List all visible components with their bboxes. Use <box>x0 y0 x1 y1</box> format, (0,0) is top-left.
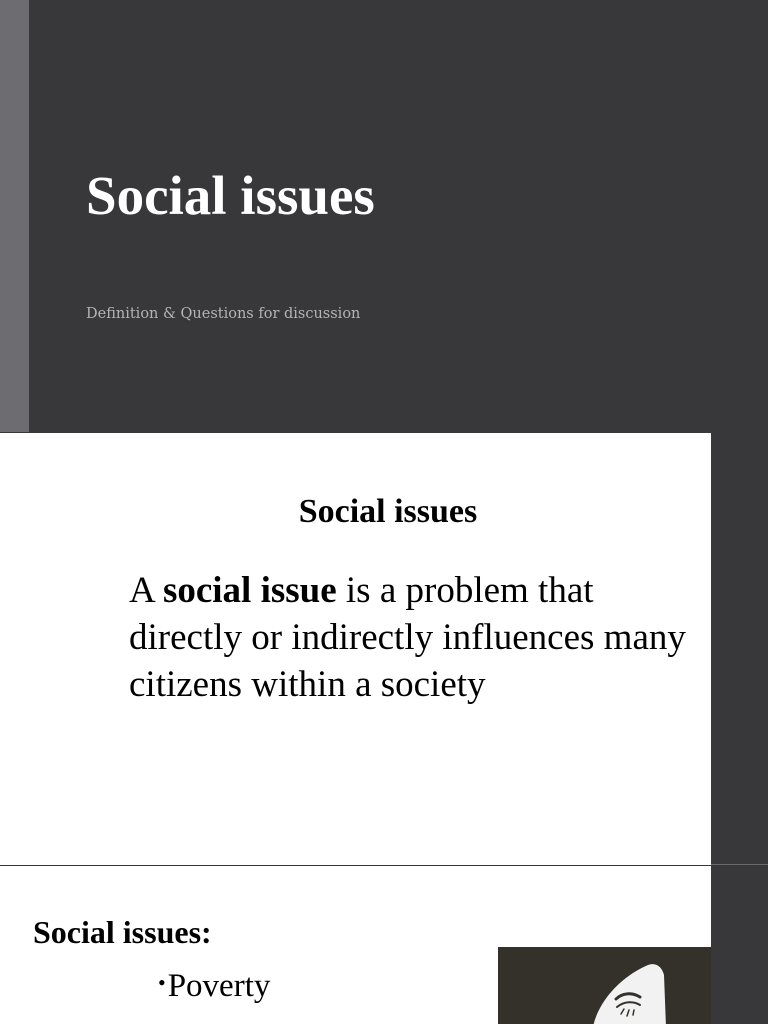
face-profile-svg <box>498 947 711 1024</box>
list-item <box>158 970 270 1003</box>
definition-term: social issue <box>162 570 337 611</box>
list-item-label: Poverty <box>167 968 271 1004</box>
slide-separator <box>711 864 768 865</box>
definition-text <box>129 567 689 708</box>
face-profile-illustration-icon <box>498 947 711 1024</box>
definition-prefix: A <box>129 570 163 611</box>
slide-heading: Social issues: <box>33 914 212 950</box>
issues-list <box>158 970 270 1003</box>
title-slide <box>0 0 768 432</box>
bullet-icon: • <box>158 970 166 995</box>
slide-title: Social issues <box>86 165 375 226</box>
definition-slide <box>0 433 711 865</box>
accent-bar <box>0 0 29 432</box>
issues-slide <box>0 866 711 1024</box>
definition-suffix: is a problem that directly or indirectly influences many citizens within a society <box>129 570 686 705</box>
slide-subtitle: Definition & Questions for discussion <box>86 306 361 322</box>
slide-heading: Social issues <box>298 493 478 530</box>
